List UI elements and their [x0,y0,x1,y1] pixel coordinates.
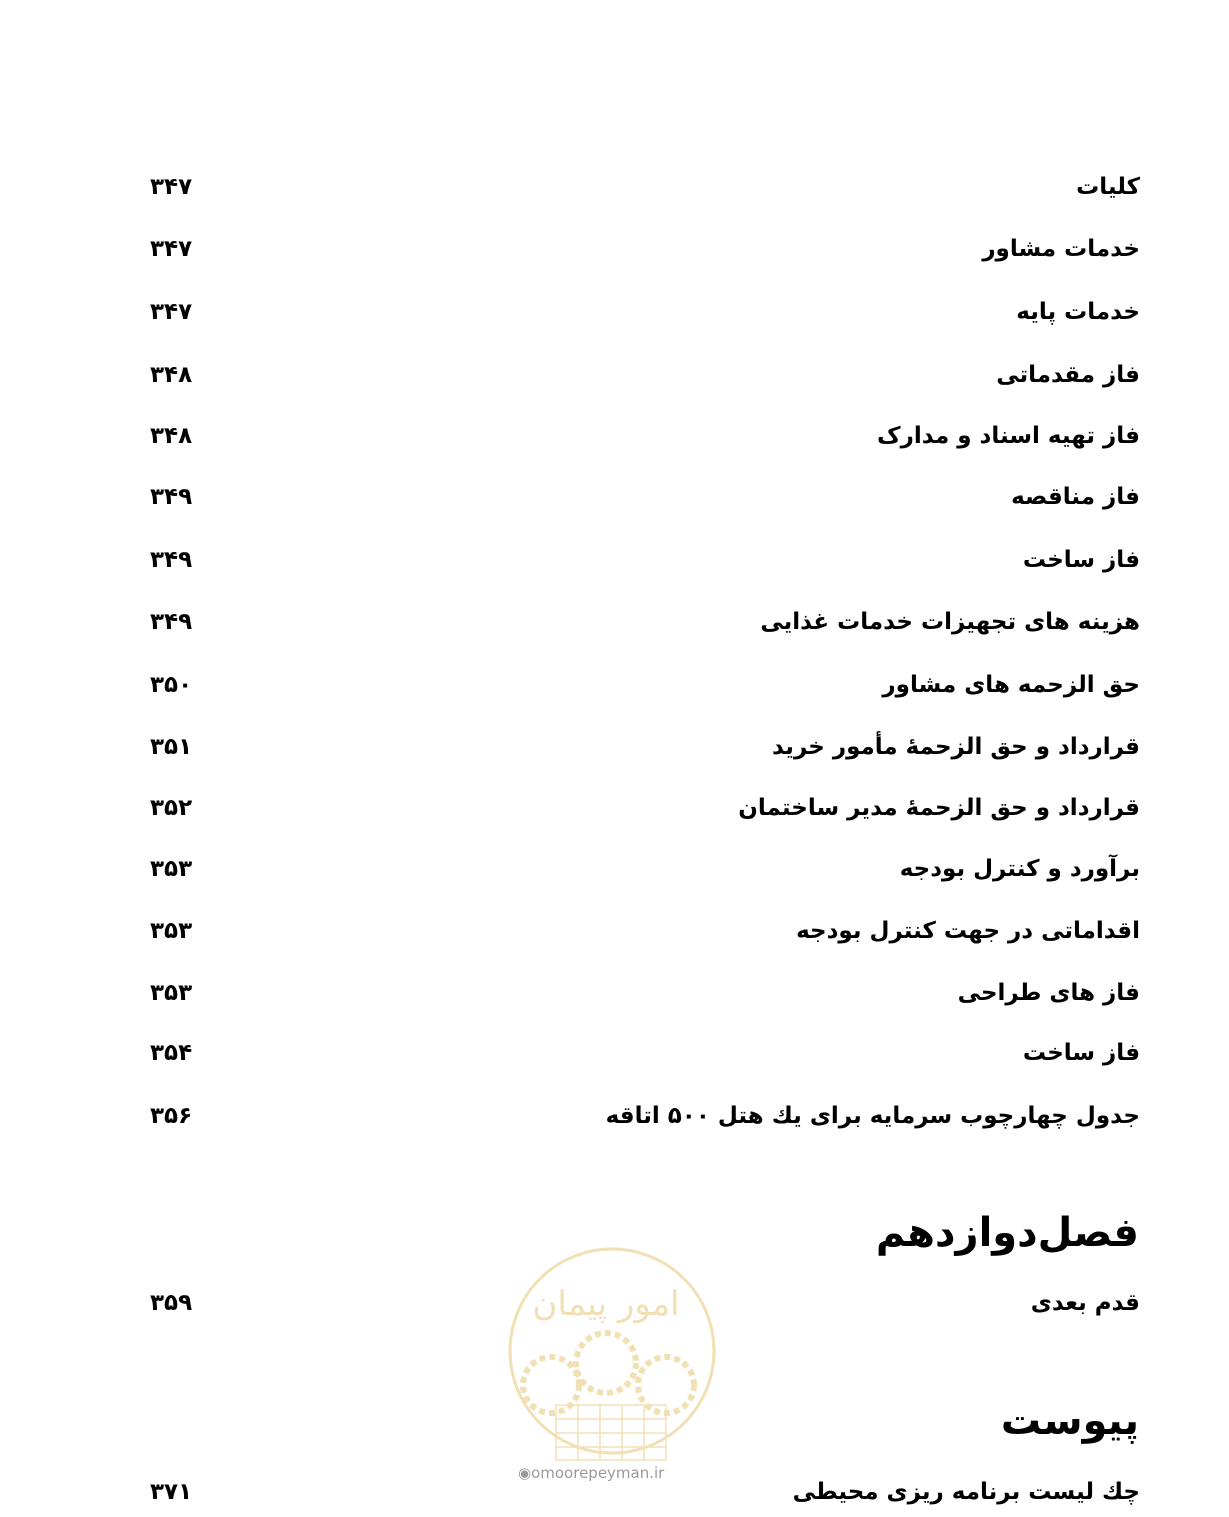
toc-entry-title: فاز ساخت [1022,1040,1140,1066]
toc-page-number: ۳۴۷ [150,174,193,200]
toc-page-number: ۳۴۸ [150,423,193,449]
toc-row [150,1472,1140,1512]
toc-entry-title: قدم بعدی [1030,1290,1140,1316]
toc-page-number: ۳۴۹ [150,609,193,635]
watermark-url: ◉omoorepeyman.ir [518,1464,665,1482]
toc-entry-title: فاز تهیه اسناد و مدارک [877,423,1140,449]
toc-page-number: ۳۷۱ [150,1479,193,1505]
toc-entry-title: قرارداد و حق الزحمهٔ مدیر ساختمان [738,795,1140,821]
toc-entry-title: کلیات [1076,174,1140,200]
toc-page-number: ۳۵۳ [150,856,193,882]
toc-page-number: ۳۵۱ [150,734,193,760]
toc-row [150,727,1140,767]
toc-entry-title: فاز ساخت [1022,547,1140,573]
appendix-heading: پیوست [1000,1398,1139,1444]
toc-row [150,788,1140,828]
watermark-site: omoorepeyman.ir [531,1464,665,1482]
toc-entry-title: جدول چهارچوب سرمایه برای یك هتل ۵۰۰ اتاقه [605,1103,1140,1129]
toc-row [150,1096,1140,1136]
toc-entry-title: فاز مناقصه [1011,484,1140,510]
toc-entry-title: قرارداد و حق الزحمهٔ مأمور خرید [772,734,1140,760]
toc-page-number: ۳۵۴ [150,1040,193,1066]
toc-page-number: ۳۴۸ [150,362,193,388]
chapter-heading: فصل‌دوازدهم [875,1210,1139,1256]
toc-row [150,355,1140,395]
toc-row [150,665,1140,705]
toc-entry-title: فاز های طراحی [957,980,1140,1006]
toc-page-number: ۳۵۹ [150,1290,193,1316]
toc-entry-title: خدمات مشاور [982,236,1140,262]
toc-entry-title: اقداماتی در جهت کنترل بودجه [796,918,1140,944]
toc-page-number: ۳۴۹ [150,484,193,510]
toc-page-number: ۳۴۹ [150,547,193,573]
toc-page-number: ۳۴۷ [150,236,193,262]
toc-page-number: ۳۵۲ [150,795,193,821]
toc-row [150,1033,1140,1073]
toc-row [150,477,1140,517]
toc-entry-title: خدمات پایه [1016,299,1140,325]
toc-entry-title: فاز مقدماتی [996,362,1140,388]
toc-row [150,602,1140,642]
toc-row [150,911,1140,951]
toc-row [150,973,1140,1013]
toc-row [150,167,1140,207]
toc-page-number: ۳۵۶ [150,1103,193,1129]
toc-entry-title: چك لیست برنامه ریزی محیطی [792,1479,1140,1505]
toc-page-number: ۳۵۳ [150,918,193,944]
toc-entry-title: برآورد و کنترل بودجه [899,856,1140,882]
toc-row [150,540,1140,580]
toc-page-number: ۳۵۳ [150,980,193,1006]
toc-page-number: ۳۴۷ [150,299,193,325]
toc-entry-title: هزینه های تجهیزات خدمات غذایی [760,609,1140,635]
watermark-logo [506,1245,718,1485]
watermark-logo-text: امور پیمان [532,1284,680,1324]
toc-row [150,416,1140,456]
toc-entry-title: حق الزحمه های مشاور [882,672,1140,698]
toc-page-number: ۳۵۰ [150,672,193,698]
toc-row [150,849,1140,889]
toc-row [150,229,1140,269]
toc-row [150,292,1140,332]
